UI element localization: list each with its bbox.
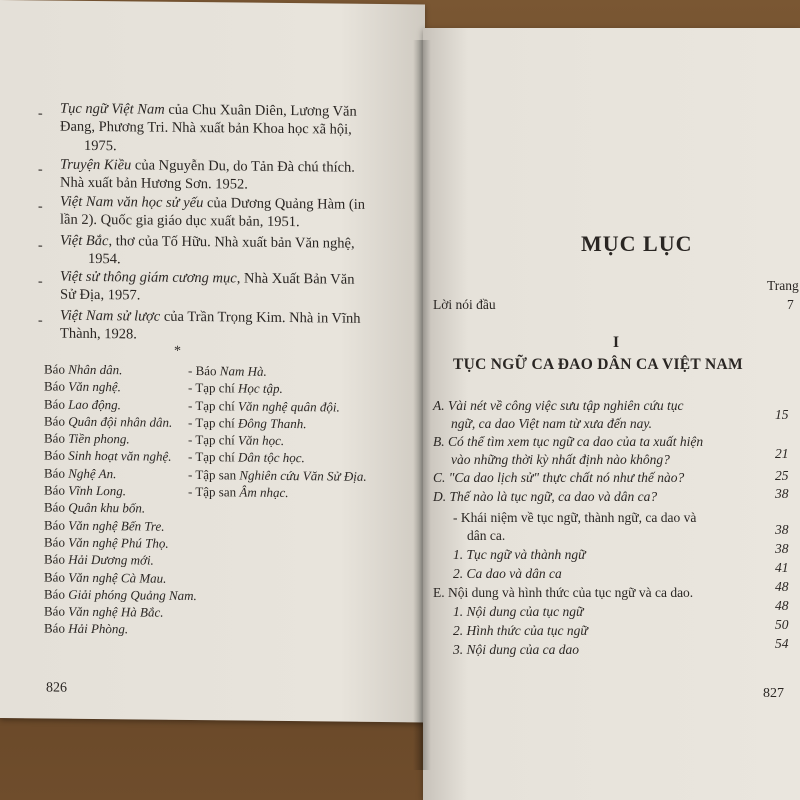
- newspaper-entry: [44, 603, 197, 622]
- newspaper-name: Văn nghệ Cà Mau.: [68, 569, 167, 586]
- toc-entry-text: 3. Nội dung của ca dao: [453, 642, 579, 657]
- toc-entry-page: 41: [775, 560, 789, 575]
- list-dash: -: [38, 313, 43, 329]
- newspaper-prefix: Báo: [44, 534, 69, 550]
- reference-title: Việt Nam văn học sử yếu: [60, 193, 204, 212]
- newspaper-entry: [44, 447, 197, 466]
- newspaper-prefix: Báo: [44, 361, 69, 377]
- newspaper-prefix: Báo: [44, 499, 69, 516]
- newspaper-prefix: Báo: [44, 396, 69, 412]
- newspaper-prefix: Báo: [44, 482, 69, 498]
- toc-entry-page: 25: [775, 468, 789, 483]
- separator-asterisk: *: [174, 343, 181, 359]
- newspaper-entry: [44, 568, 197, 587]
- list-dash: -: [38, 199, 43, 215]
- book-gutter: [413, 40, 431, 770]
- toc-entry-text: 1. Tục ngữ và thành ngữ: [453, 547, 586, 562]
- newspaper-prefix: Báo: [44, 465, 69, 481]
- list-dash: -: [38, 238, 43, 254]
- newspaper-name: Tiền phong.: [68, 430, 130, 447]
- newspaper-entry: [188, 362, 367, 381]
- newspaper-name: Nam Hà.: [219, 363, 267, 379]
- toc-entry-text: dân ca.: [467, 528, 506, 543]
- reference-text: lần 2). Quốc gia giáo dục xuất bản, 1951.: [60, 211, 300, 231]
- newspaper-prefix: Báo: [44, 586, 69, 602]
- section-title: TỤC NGỮ CA ĐAO DÂN CA VIỆT NAM: [453, 356, 743, 373]
- newspaper-name: Âm nhạc.: [239, 484, 289, 501]
- right-page: [423, 28, 800, 800]
- newspaper-prefix: - Tạp chí: [188, 414, 238, 431]
- toc-entry-text: 1. Nội dung của tục ngữ: [453, 604, 584, 619]
- newspaper-entry: [44, 620, 197, 639]
- toc-entry-page: 48: [775, 579, 789, 594]
- newspaper-prefix: - Tạp chí: [188, 397, 238, 414]
- newspaper-entry: [44, 360, 197, 379]
- newspaper-prefix: - Tạp chí: [188, 432, 238, 448]
- newspaper-name: Văn học.: [237, 432, 285, 449]
- list-dash: -: [38, 106, 43, 122]
- newspaper-prefix: - Tập san: [188, 484, 240, 500]
- toc-entry-page: 15: [775, 407, 789, 422]
- reference-text: của Dương Quảng Hàm (in: [203, 195, 366, 213]
- reference-title: Tục ngữ Việt Nam: [60, 100, 165, 118]
- left-page: [0, 0, 425, 722]
- newspaper-entry: [188, 466, 367, 485]
- toc-title: MỤC LỤC: [581, 231, 693, 256]
- toc-entry-text: A. Vài nét về công việc sưu tập nghiên cứu tục: [433, 398, 684, 413]
- reference-title: Truyện Kiều: [60, 156, 132, 174]
- toc-entry-page: 38: [775, 486, 789, 501]
- preface-page: 7: [787, 297, 794, 312]
- newspaper-name: Vĩnh Long.: [68, 482, 126, 499]
- newspaper-name: Quân khu bốn.: [68, 500, 146, 516]
- toc-entry-text: - Khái niệm về tục ngữ, thành ngữ, ca dao và: [453, 510, 697, 525]
- newspaper-prefix: Báo: [44, 413, 69, 429]
- newspaper-entry: [44, 516, 197, 535]
- newspaper-entry: [44, 412, 197, 431]
- section-numeral: I: [613, 334, 620, 351]
- newspaper-name: Nghệ An.: [68, 465, 117, 481]
- toc-entry-text: D. Thế nào là tục ngữ, ca dao và dân ca?: [433, 489, 658, 504]
- newspaper-entry: [44, 499, 197, 518]
- newspaper-name: Văn nghệ Phú Thọ.: [68, 534, 169, 551]
- reference-text: Thành, 1928.: [60, 325, 137, 343]
- newspaper-prefix: Báo: [44, 620, 69, 637]
- newspaper-entry: [188, 448, 367, 467]
- newspaper-name: Nhân dân.: [68, 361, 123, 378]
- newspaper-list-right: [188, 362, 367, 502]
- toc-entry-page: 48: [775, 598, 789, 613]
- newspaper-name: Nghiên cứu Văn Sử Địa.: [239, 467, 367, 484]
- newspaper-prefix: Báo: [44, 430, 69, 446]
- newspaper-name: Học tập.: [237, 380, 283, 397]
- toc-entry-page: 21: [775, 446, 789, 461]
- reference-text: của Nguyễn Du, do Tản Đà chú thích.: [131, 157, 355, 176]
- newspaper-name: Văn nghệ Bến Tre.: [68, 517, 165, 534]
- newspaper-prefix: - Tập san: [188, 466, 240, 483]
- reference-text: Đang, Phương Tri. Nhà xuất bản Khoa học xã hội,: [60, 118, 352, 138]
- reference-title: Việt Bắc: [60, 232, 109, 250]
- newspaper-name: Hải Dương mới.: [68, 551, 154, 568]
- preface-label: Lời nói đầu: [433, 297, 496, 312]
- page-number: 827: [763, 686, 784, 701]
- newspaper-entry: [44, 551, 197, 570]
- toc-entry-text: 2. Hình thức của tục ngữ: [453, 623, 588, 638]
- newspaper-prefix: - Báo: [188, 362, 220, 379]
- newspaper-list-left: [44, 360, 197, 638]
- newspaper-prefix: Báo: [44, 447, 69, 464]
- newspaper-name: Hải Phòng.: [68, 621, 129, 637]
- reference-text: , thơ của Tố Hữu. Nhà xuất bản Văn nghệ,: [108, 233, 355, 252]
- newspaper-entry: [44, 585, 197, 604]
- toc-entry-text: C. "Ca dao lịch sử" thực chất nó như thế nào?: [433, 470, 685, 485]
- newspaper-name: Dân tộc học.: [237, 449, 305, 466]
- newspaper-name: Sinh hoạt văn nghệ.: [68, 448, 172, 465]
- newspaper-name: Lao động.: [68, 396, 121, 412]
- page-number: 826: [46, 680, 67, 696]
- toc-entry-page: 38: [775, 522, 789, 537]
- newspaper-entry: [188, 483, 367, 502]
- newspaper-prefix: Báo: [44, 378, 69, 395]
- reference-text: 1954.: [88, 250, 121, 268]
- toc-entry-page: 38: [775, 541, 789, 556]
- toc-entry-text: ngữ, ca dao Việt nam từ xưa đến nay.: [451, 416, 653, 431]
- newspaper-name: Đông Thanh.: [237, 415, 307, 432]
- newspaper-entry: [188, 431, 367, 450]
- toc-entry-text: vào những thời kỳ nhất định nào không?: [451, 452, 670, 467]
- newspaper-name: Văn nghệ Hà Bắc.: [68, 603, 164, 620]
- newspaper-prefix: - Tạp chí: [188, 449, 238, 465]
- newspaper-prefix: Báo: [44, 569, 69, 585]
- newspaper-prefix: Báo: [44, 517, 69, 533]
- newspaper-name: Giải phóng Quảng Nam.: [68, 586, 197, 603]
- newspaper-prefix: Báo: [44, 551, 69, 567]
- toc-entry-text: B. Có thể tìm xem tục ngữ ca dao của ta xuất hiện: [433, 434, 704, 449]
- newspaper-entry: [44, 533, 197, 552]
- newspaper-entry: [188, 397, 367, 416]
- toc-entry-text: E. Nội dung và hình thức của tục ngữ và ca dao.: [433, 585, 694, 600]
- newspaper-entry: [44, 464, 197, 483]
- reference-text: của Chu Xuân Diên, Lương Văn: [164, 101, 357, 120]
- newspaper-entry: [44, 395, 197, 414]
- reference-text: Nhà xuất bản Hương Sơn. 1952.: [60, 174, 248, 193]
- newspaper-entry: [188, 379, 367, 398]
- reference-text: của Trần Trọng Kim. Nhà in Vĩnh: [160, 308, 361, 327]
- reference-title: Việt sử thông giám cương mục: [60, 268, 237, 287]
- newspaper-name: Văn nghệ quân đội.: [237, 398, 340, 415]
- list-dash: -: [38, 162, 43, 178]
- page-column-label: Trang: [767, 278, 799, 293]
- newspaper-entry: [188, 414, 367, 433]
- reference-title: Việt Nam sử lược: [60, 307, 161, 325]
- toc-entry-page: 50: [775, 617, 789, 632]
- newspaper-prefix: - Tạp chí: [188, 380, 238, 396]
- newspaper-entry: [44, 430, 197, 449]
- newspaper-name: Quân đội nhân dân.: [68, 413, 173, 430]
- newspaper-entry: [44, 482, 197, 501]
- reference-text: Sử Địa, 1957.: [60, 286, 141, 304]
- list-dash: -: [38, 274, 43, 290]
- reference-text: 1975.: [84, 137, 117, 155]
- newspaper-name: Văn nghệ.: [68, 379, 121, 395]
- newspaper-prefix: Báo: [44, 603, 69, 619]
- newspaper-entry: [44, 378, 197, 397]
- toc-entry-text: 2. Ca dao và dân ca: [453, 566, 562, 581]
- toc-entry-page: 54: [775, 636, 789, 651]
- reference-text: , Nhà Xuất Bản Văn: [236, 270, 355, 288]
